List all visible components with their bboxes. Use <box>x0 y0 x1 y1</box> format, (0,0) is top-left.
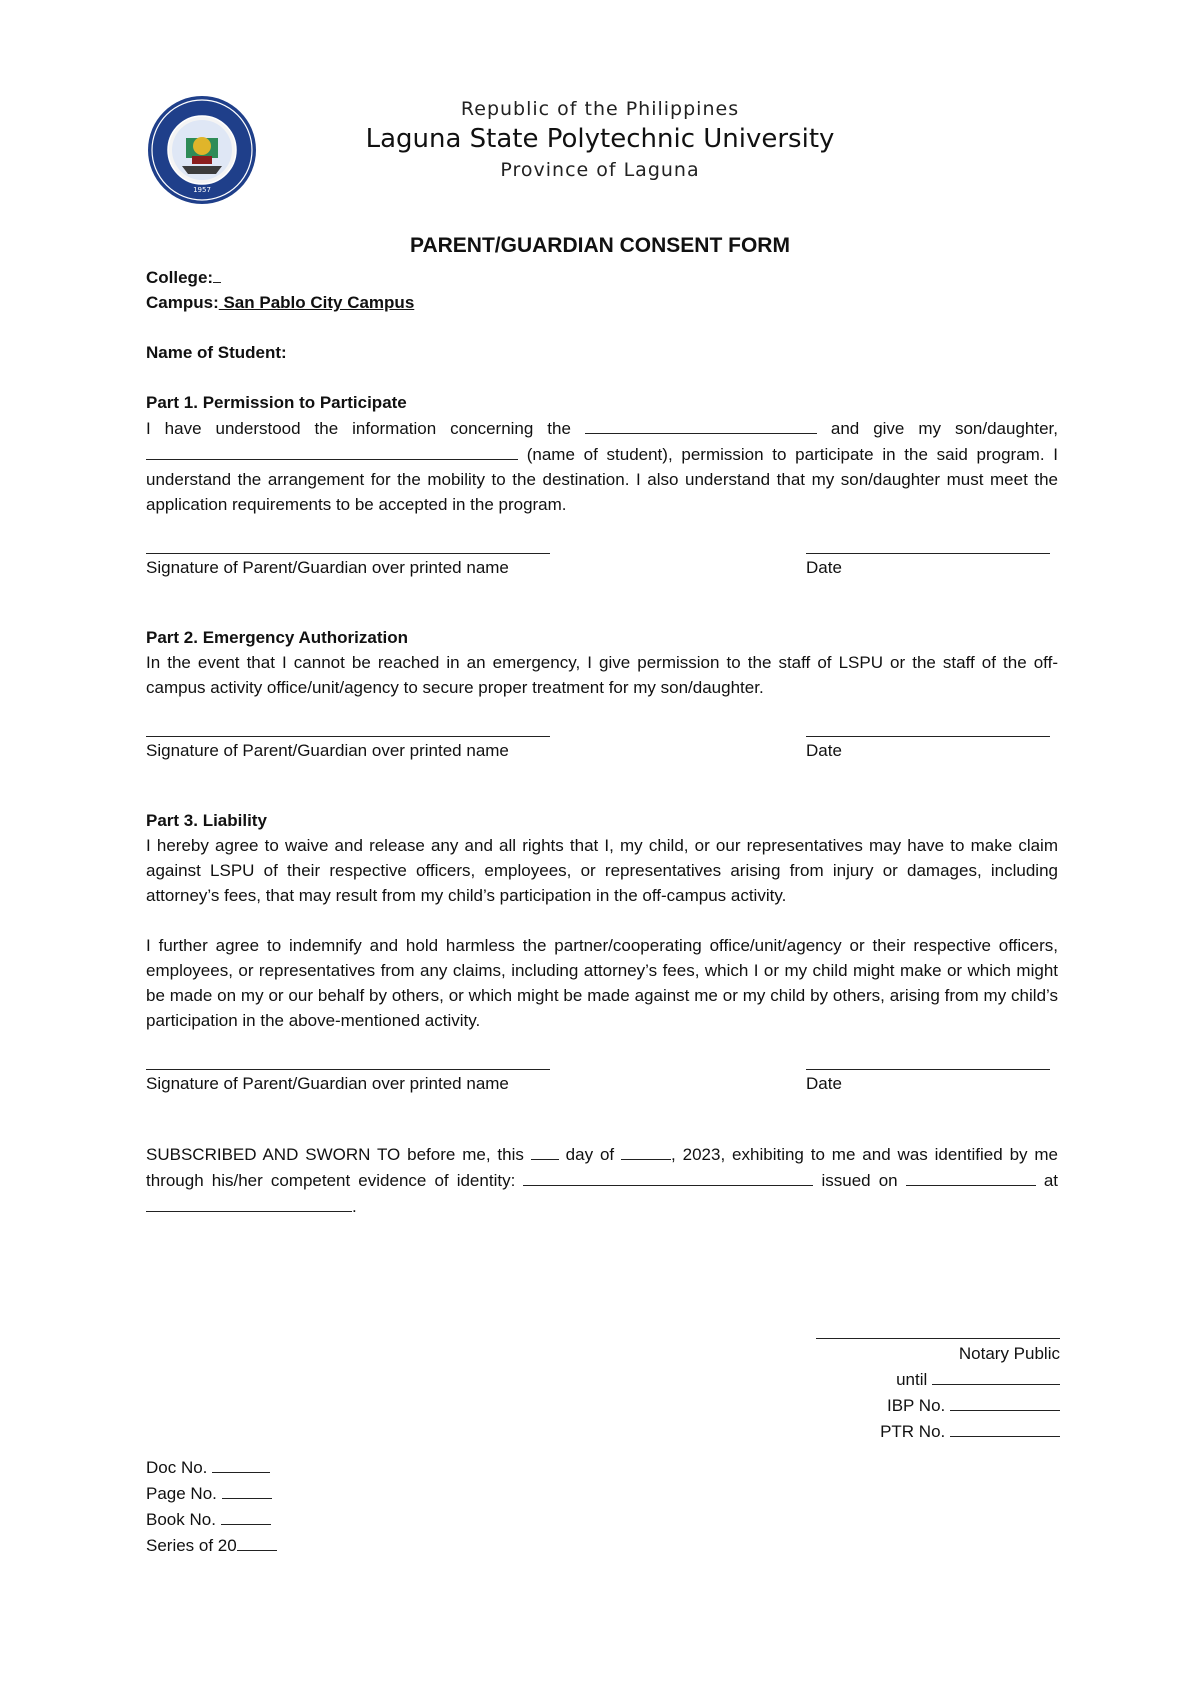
signature-line[interactable] <box>146 736 550 737</box>
signature-label: Signature of Parent/Guardian over printed name <box>146 741 509 760</box>
province-text: Province of Laguna <box>500 159 700 181</box>
day-blank[interactable] <box>531 1141 559 1160</box>
svg-text:1957: 1957 <box>193 186 211 194</box>
signature-row-part3 <box>146 1069 1058 1119</box>
book-no-blank[interactable] <box>221 1506 271 1525</box>
signature-row-part2 <box>146 736 1058 786</box>
part1-heading: Part 1. Permission to Participate <box>146 393 407 412</box>
signature-line[interactable] <box>146 553 550 554</box>
notary-ibp-field: IBP No. <box>800 1392 1060 1418</box>
date-line[interactable] <box>806 1069 1050 1070</box>
student-name-label: Name of Student: <box>146 343 287 362</box>
notary-block <box>800 1338 1060 1444</box>
signature-label: Signature of Parent/Guardian over printed name <box>146 1074 509 1093</box>
oath-text-c: , 2023, exhibiting to me and was identified by me through his/her competent evidence of identity: <box>146 1145 1059 1190</box>
date-line[interactable] <box>806 736 1050 737</box>
oath-text-d: issued on <box>821 1171 898 1190</box>
republic-text: Republic of the Philippines <box>460 98 740 120</box>
part2-paragraph: In the event that I cannot be reached in an emergency, I give permission to the staff of LSPU or the staff of the off-campus activity office/unit/agency to secure proper treatment for my son/daughter. <box>146 653 1058 697</box>
college-blank[interactable] <box>213 264 221 283</box>
identity-evidence-blank[interactable] <box>523 1167 813 1186</box>
program-blank[interactable] <box>585 415 817 434</box>
campus-label: Campus: <box>146 293 219 312</box>
part3-paragraph-2: I further agree to indemnify and hold harmless the partner/cooperating office/unit/agency or their respective officers, employees, or representatives from any claims, including attorney’s fees, which I or my child might make or which might be made on my or our behalf by others, or which might be made against me or my child by others, arising from my child’s participation in the above-mentioned activity. <box>146 936 1058 1030</box>
letterhead <box>300 96 900 184</box>
document-register-block <box>146 1454 277 1558</box>
university-name: Laguna State Polytechnic University <box>365 124 835 154</box>
issued-on-blank[interactable] <box>906 1167 1036 1186</box>
college-label: College: <box>146 268 214 287</box>
oath-text-f: . <box>352 1197 357 1216</box>
notary-signature-line[interactable] <box>816 1338 1060 1339</box>
oath-text-e: at <box>1043 1171 1058 1190</box>
campus-field <box>146 290 1058 315</box>
part1-text-c: (name of student), permission to participate in the said program. I understand the arrangement for the mobility to the destination. I also understand that my son/daughter must meet the application requirements to be accepted in the program. <box>146 445 1058 514</box>
part1-text-b: and give my son/daughter, <box>830 419 1058 438</box>
form-title: PARENT/GUARDIAN CONSENT FORM <box>410 234 790 257</box>
campus-value: San Pablo City Campus <box>218 293 415 312</box>
student-name-blank[interactable] <box>146 441 518 460</box>
oath-paragraph <box>146 1141 1058 1219</box>
month-blank[interactable] <box>621 1141 671 1160</box>
date-line[interactable] <box>806 553 1050 554</box>
series-blank[interactable] <box>237 1532 277 1551</box>
part1-text-a: I have understood the information concerning the <box>146 419 571 438</box>
oath-text-b: day of <box>565 1145 615 1164</box>
date-label: Date <box>806 558 842 577</box>
university-seal-logo <box>146 94 258 206</box>
oath-text-a: SUBSCRIBED AND SWORN TO before me, this <box>146 1145 524 1164</box>
notary-title: Notary Public <box>958 1344 1060 1363</box>
signature-line[interactable] <box>146 1069 550 1070</box>
ptr-blank[interactable] <box>950 1418 1060 1437</box>
page-no-blank[interactable] <box>222 1480 272 1499</box>
page-no-field: Page No. <box>146 1480 277 1506</box>
series-field: Series of 20 <box>146 1532 277 1558</box>
ibp-blank[interactable] <box>950 1392 1060 1411</box>
doc-no-blank[interactable] <box>212 1454 270 1473</box>
signature-label: Signature of Parent/Guardian over printed name <box>146 558 509 577</box>
date-label: Date <box>806 1074 842 1093</box>
doc-no-field: Doc No. <box>146 1454 277 1480</box>
date-label: Date <box>806 741 842 760</box>
college-field <box>146 264 1058 290</box>
book-no-field: Book No. <box>146 1506 277 1532</box>
signature-row-part1 <box>146 553 1058 603</box>
part2-heading: Part 2. Emergency Authorization <box>146 628 408 647</box>
notary-ptr-field: PTR No. <box>800 1418 1060 1444</box>
until-blank[interactable] <box>932 1366 1060 1385</box>
issued-at-blank[interactable] <box>146 1193 352 1212</box>
part3-paragraph-1: I hereby agree to waive and release any and all rights that I, my child, or our representatives may have to make claim against LSPU of their respective officers, employees, or representatives arising from injury or damages, including attorney’s fees, that may result from my child’s participation in the off-campus activity. <box>146 836 1058 905</box>
part3-heading: Part 3. Liability <box>146 811 267 830</box>
notary-until-field: until <box>800 1366 1060 1392</box>
part1-paragraph <box>146 415 1058 517</box>
form-body <box>146 264 1058 1219</box>
